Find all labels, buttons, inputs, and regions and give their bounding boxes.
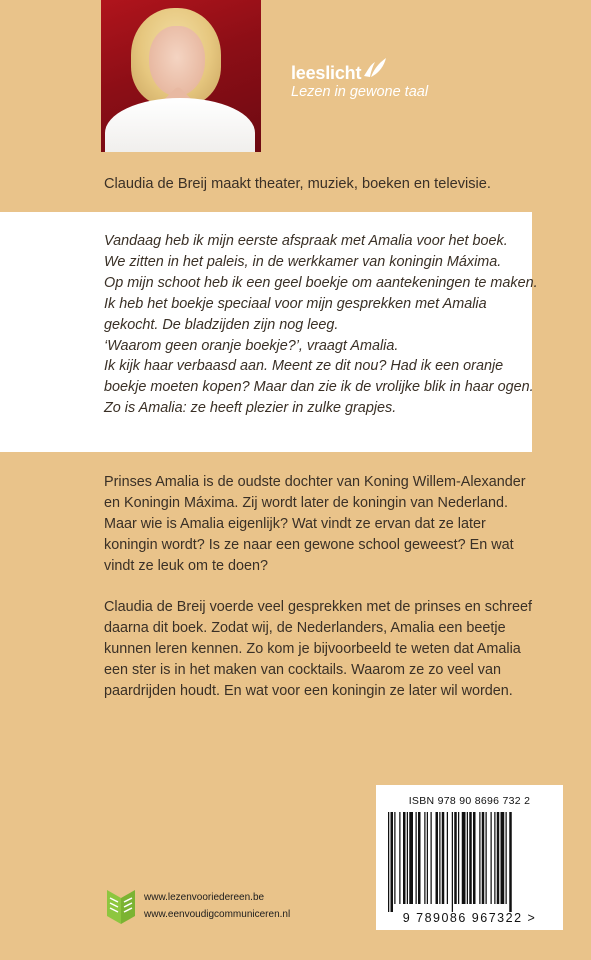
author-intro: Claudia de Breij maakt theater, muziek, boeken en televisie. [104, 176, 491, 192]
brand-name: leeslicht [291, 63, 362, 83]
paragraph2-line: kunnen leren kennen. Zo kom je bijvoorbeeld te weten dat Amalia [104, 640, 521, 657]
description-paragraph-2 [104, 597, 532, 702]
paragraph1-line: koningin wordt? Is ze naar een gewone school geweest? En wat [104, 536, 514, 553]
excerpt-line: ‘Waarom geen oranje boekje?’, vraagt Amalia. [104, 337, 399, 354]
paragraph2-line: paardrijden houdt. En wat voor een koningin ze later wil worden. [104, 682, 513, 699]
paragraph2-line: Claudia de Breij voerde veel gesprekken met de prinses en schreef [104, 599, 532, 615]
excerpt-line: boekje moeten kopen? Maar dan zie ik de vrolijke blik in haar ogen. [104, 379, 534, 396]
excerpt-line: Ik heb het boekje speciaal voor mijn gesprekken met Amalia [104, 295, 487, 312]
paragraph1-line: Prinses Amalia is de oudste dochter van Koning Willem-Alexander [104, 474, 526, 490]
paragraph1-line: vindt ze leuk om te doen? [104, 557, 268, 574]
excerpt-text [104, 231, 538, 419]
barcode-bars [388, 812, 551, 912]
excerpt-line: gekocht. De bladzijden zijn nog leeg. [104, 316, 339, 333]
excerpt-line: Op mijn schoot heb ik een geel boekje om aantekeningen te maken. [104, 274, 538, 291]
isbn-label: ISBN 978 90 8696 732 2 [408, 795, 531, 807]
footer [104, 886, 290, 926]
brand-tagline: Lezen in gewone taal [291, 84, 429, 100]
barcode-block [376, 785, 563, 930]
excerpt-line: Zo is Amalia: ze heeft plezier in zulke grapjes. [104, 400, 397, 417]
author-photo [101, 0, 261, 152]
excerpt-box [0, 212, 538, 452]
barcode-digits: 9 789086 967322 > [402, 911, 537, 925]
excerpt-line: Vandaag heb ik mijn eerste afspraak met Amalia voor het boek. [104, 233, 508, 249]
footer-link-eenvoudigcommuniceren[interactable]: www.eenvoudigcommuniceren.nl [144, 909, 291, 920]
paragraph2-line: daarna dit boek. Zodat wij, de Nederlanders, Amalia een beetje [104, 619, 506, 636]
open-book-icon [104, 886, 138, 926]
excerpt-line: Ik kijk haar verbaasd aan. Meent ze dit nou? Had ik een oranje [104, 358, 504, 375]
description-paragraph-1 [104, 472, 526, 577]
paragraph1-line: Maar wie is Amalia eigenlijk? Wat vindt ze ervan dat ze later [104, 515, 486, 532]
footer-link-lezenvooriedereen[interactable]: www.lezenvooriedereen.be [144, 892, 265, 903]
excerpt-line: We zitten in het paleis, in de werkkamer van koningin Máxima. [104, 253, 502, 270]
publisher-logo [291, 56, 428, 100]
paragraph2-line: een ster is in het maken van cocktails. Waarom ze zo veel van [104, 661, 501, 678]
leaf-icon [362, 56, 388, 80]
paragraph1-line: en Koningin Máxima. Zij wordt later de koningin van Nederland. [104, 494, 508, 511]
